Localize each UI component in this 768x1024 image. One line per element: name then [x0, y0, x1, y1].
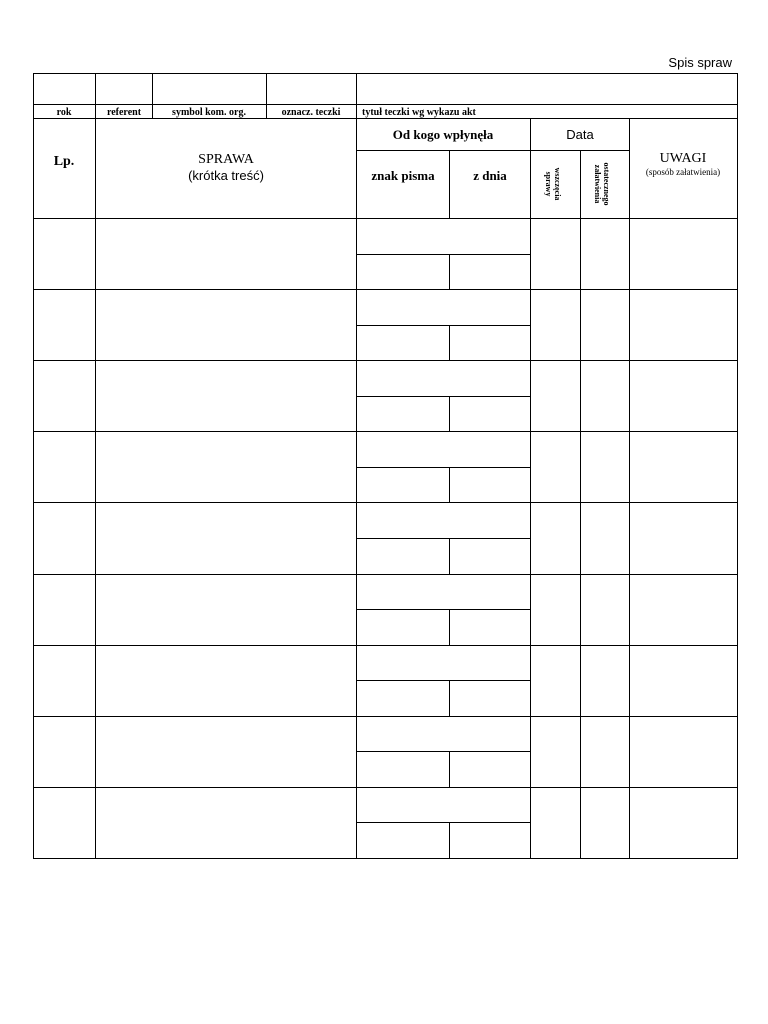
header-lp: Lp. — [53, 154, 75, 169]
header-data: Data — [566, 127, 594, 142]
meta-label-rok: rok — [56, 107, 72, 118]
meta-label-oznacz: oznacz. teczki — [281, 107, 341, 118]
meta-label-tytul: tytuł teczki wg wykazu akt — [362, 107, 476, 118]
header-wszczecia-line1: wszczęcia — [553, 167, 562, 201]
header-ostatecznego-line1: ostatecznego — [602, 162, 611, 206]
case-rows — [33, 255, 737, 859]
header-uwagi: UWAGI — [659, 151, 707, 166]
form-border — [34, 74, 738, 859]
header-uwagi-sub: (sposób załatwienia) — [645, 167, 721, 177]
page-title: Spis spraw — [668, 55, 732, 70]
meta-label-symbol: symbol kom. org. — [172, 107, 246, 118]
header-od-kogo: Od kogo wpłynęła — [392, 127, 494, 142]
header-sprawa: SPRAWA — [198, 152, 254, 167]
header-znak-pisma: znak pisma — [371, 168, 435, 183]
header-z-dnia: z dnia — [473, 168, 507, 183]
header-wszczecia-line2: sprawy — [544, 171, 553, 197]
form-frame — [33, 73, 738, 859]
meta-label-referent: referent — [106, 107, 142, 118]
header-ostatecznego-line2: załatwienia — [593, 164, 602, 204]
header-sprawa-sub: (krótka treść) — [188, 168, 264, 183]
